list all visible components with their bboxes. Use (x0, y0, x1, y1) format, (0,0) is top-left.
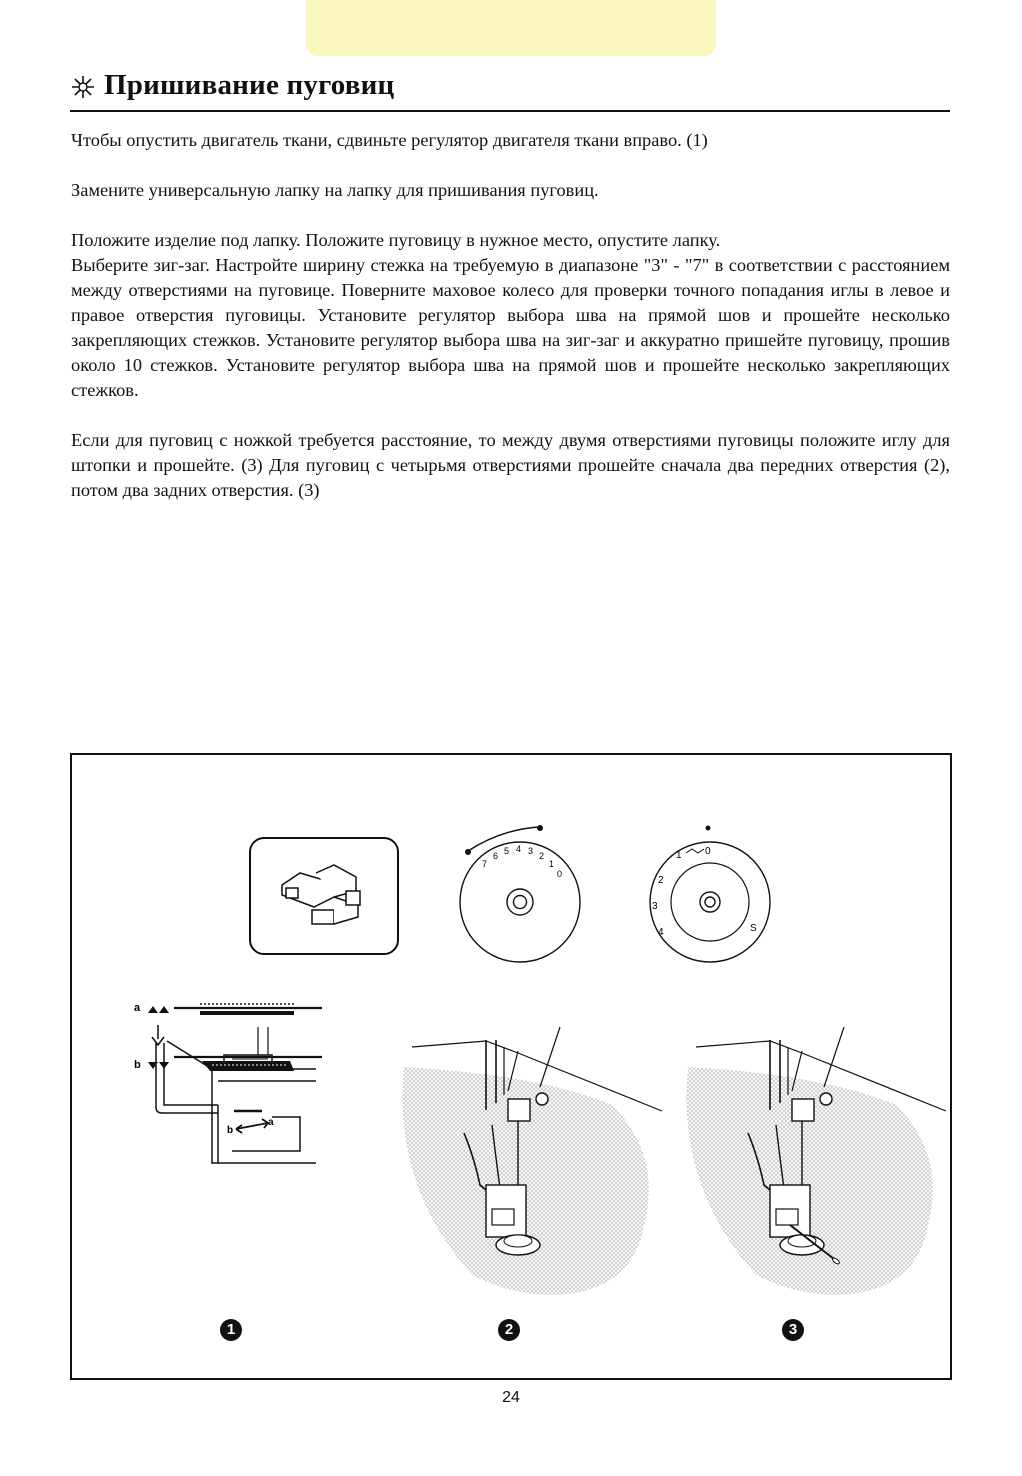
sewing-back-holes-illustration (686, 1027, 946, 1295)
step-badge-3: 3 (782, 1319, 804, 1341)
lever-label-b: b (227, 1125, 234, 1136)
feed-dog-lever-illustration (156, 1027, 316, 1163)
width-tick: 1 (549, 859, 555, 869)
page-number: 24 (502, 1389, 520, 1406)
width-tick: 5 (504, 846, 510, 856)
sparkle-icon (70, 74, 96, 100)
position-label-a: a (134, 1002, 141, 1014)
paragraph-position: Положите изделие под лапку. Положите пуговицу в нужное место, опустите лапку. (71, 230, 721, 250)
lever-label-a: a (268, 1117, 274, 1128)
width-tick: 7 (482, 859, 488, 869)
section-header (70, 66, 950, 112)
button-foot-illustration (250, 838, 398, 954)
stitch-width-dial (460, 825, 580, 962)
width-tick: 0 (557, 869, 563, 879)
sewing-front-holes-illustration (402, 1027, 662, 1295)
pattern-tick: 3 (652, 901, 658, 912)
position-label-b: b (134, 1059, 141, 1071)
pattern-tick: S (750, 923, 757, 934)
step-badge-1: 1 (220, 1319, 242, 1341)
width-tick: 6 (493, 851, 499, 861)
pattern-tick: 2 (658, 875, 664, 886)
paragraph-feed-dog: Чтобы опустить двигатель ткани, сдвиньте регулятор двигателя ткани вправо. (1) (71, 130, 708, 150)
width-tick: 4 (516, 844, 522, 854)
pattern-tick: 0 (705, 846, 711, 857)
paragraph-shank: Если для пуговиц с ножкой требуется расстояние, то между двумя отверстиями пуговицы положите иглу для штопки и прошейте. (3) Для пуговиц с четырьмя отверстиями прошейте сначала два передних отверстия (2), потом два задних отверстия. (3) (71, 430, 950, 500)
pattern-selector-dial (650, 826, 770, 963)
instructions-text (71, 128, 950, 528)
illustration-panel (70, 753, 952, 1380)
width-tick: 3 (528, 846, 534, 856)
pattern-tick: 4 (658, 927, 664, 938)
pattern-tick: 1 (676, 850, 682, 861)
chapter-tab-strip (306, 0, 716, 56)
width-tick: 2 (539, 851, 545, 861)
page-title: Пришивание пуговиц (104, 69, 395, 101)
step-badge-2: 2 (498, 1319, 520, 1341)
paragraph-presser-foot: Замените универсальную лапку на лапку для пришивания пуговиц. (71, 180, 599, 200)
paragraph-zigzag: Выберите зиг-заг. Настройте ширину стежка на требуемую в диапазоне "3" - "7" в соответствии с расстоянием между отверстиями на пуговице. Поверните маховое колесо для проверки точного попадания иглы в левое и правое отверстия пуговицы. Установите регулятор выбора шва на прямой шов и прошейте несколько закрепляющих стежков. Установите регулятор выбора шва на зиг-заг и аккуратно пришейте пуговицу, прошив около 10 стежков. Установите регулятор выбора шва на прямой шов и прошейте несколько закрепляющих стежков. (71, 255, 950, 400)
